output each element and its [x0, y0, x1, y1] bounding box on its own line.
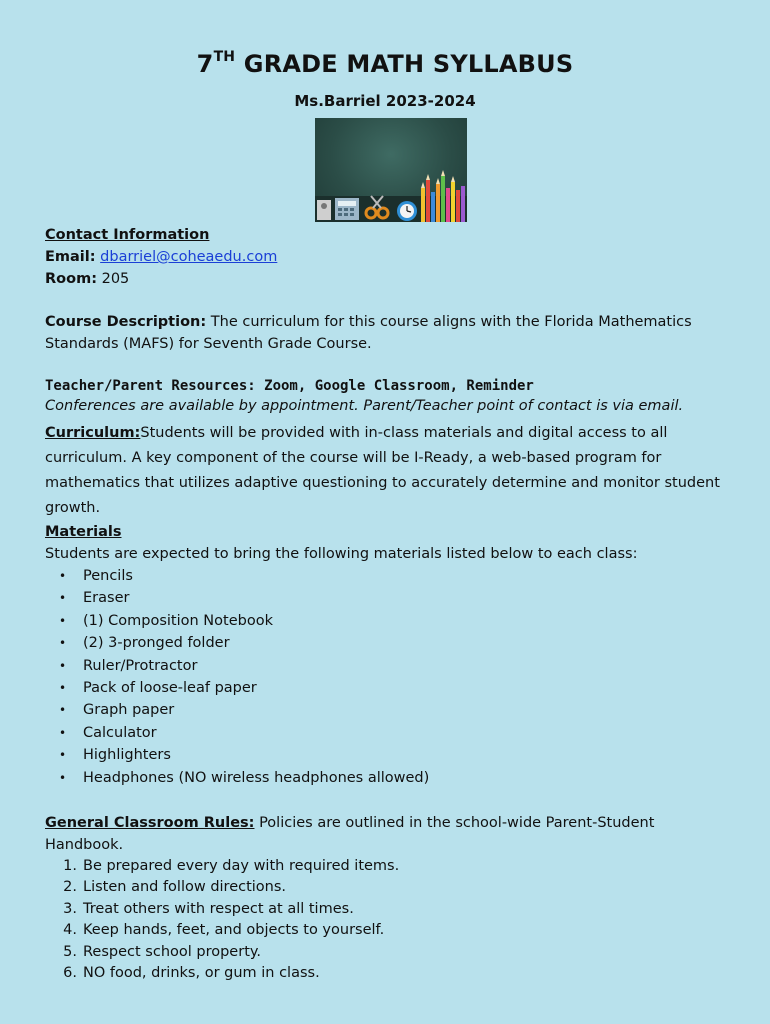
curriculum-line4: growth. — [45, 500, 101, 516]
room-label: Room: — [45, 271, 97, 287]
teacher-year-subtitle: Ms.Barriel 2023-2024 — [294, 92, 476, 110]
rules-list — [45, 856, 735, 984]
curriculum-section — [45, 421, 735, 521]
list-item: • Ruler/Protractor — [59, 657, 198, 674]
list-item: • Pencils — [59, 568, 133, 584]
curriculum-label: Curriculum: — [45, 425, 141, 441]
list-item: • (2) 3-pronged folder — [59, 635, 230, 652]
course-description-line2: Standards (MAFS) for Seventh Grade Course. — [45, 336, 372, 352]
rules-heading: General Classroom Rules: — [45, 815, 255, 831]
classroom-rules-section — [45, 812, 735, 984]
list-item: 2. Listen and follow directions. — [63, 879, 287, 896]
list-item: 6. NO food, drinks, or gum in class. — [63, 964, 320, 981]
conference-note: Conferences are available by appointment. Parent/Teacher point of contact is via email. — [45, 398, 684, 414]
course-description-line1: The curriculum for this course aligns with the Florida Mathematics — [210, 314, 692, 330]
room-value: 205 — [101, 271, 130, 287]
materials-list — [45, 565, 735, 789]
list-item: • (1) Composition Notebook — [59, 612, 273, 629]
contact-section — [45, 224, 735, 290]
materials-section — [45, 521, 735, 789]
room-row — [45, 268, 735, 290]
list-item: • Calculator — [59, 724, 157, 741]
list-item: • Graph paper — [59, 702, 175, 719]
rules-intro: Policies are outlined in the school-wide Parent-Student Handbook. — [45, 815, 655, 853]
curriculum-line1: Students will be provided with in-class materials and digital access to all — [140, 425, 668, 441]
list-item: • Pack of loose-leaf paper — [59, 679, 257, 696]
list-item: 5. Respect school property. — [63, 943, 262, 960]
list-item: 1. Be prepared every day with required items. — [63, 858, 400, 874]
resources-label: Teacher/Parent Resources: Zoom, Google Classroom, Reminder — [45, 378, 534, 394]
contact-heading: Contact Information — [45, 227, 210, 243]
materials-intro: Students are expected to bring the following materials listed below to each class: — [45, 546, 638, 562]
list-item: 4. Keep hands, feet, and objects to yourself. — [63, 922, 385, 939]
course-description-label: Course Description: — [45, 314, 207, 330]
materials-heading: Materials — [45, 524, 122, 540]
email-row — [45, 246, 735, 268]
curriculum-line3: mathematics that utilizes adaptive questioning to accurately determine and monitor student — [45, 475, 720, 491]
list-item: • Highlighters — [59, 747, 171, 764]
chalkboard-school-supplies-image — [315, 118, 467, 222]
course-description-section — [45, 311, 735, 355]
curriculum-line2: curriculum. A key component of the course will be I-Ready, a web-based program for — [45, 450, 662, 466]
list-item: • Headphones (NO wireless headphones allowed) — [59, 769, 430, 786]
resources-section — [45, 376, 735, 416]
list-item: • Eraser — [59, 590, 130, 607]
email-link[interactable]: dbarriel@coheaedu.com — [100, 249, 278, 265]
page-title: 7TH GRADE MATH SYLLABUS — [196, 49, 574, 78]
email-label: Email: — [45, 249, 96, 265]
list-item: 3. Treat others with respect at all times. — [63, 900, 354, 917]
